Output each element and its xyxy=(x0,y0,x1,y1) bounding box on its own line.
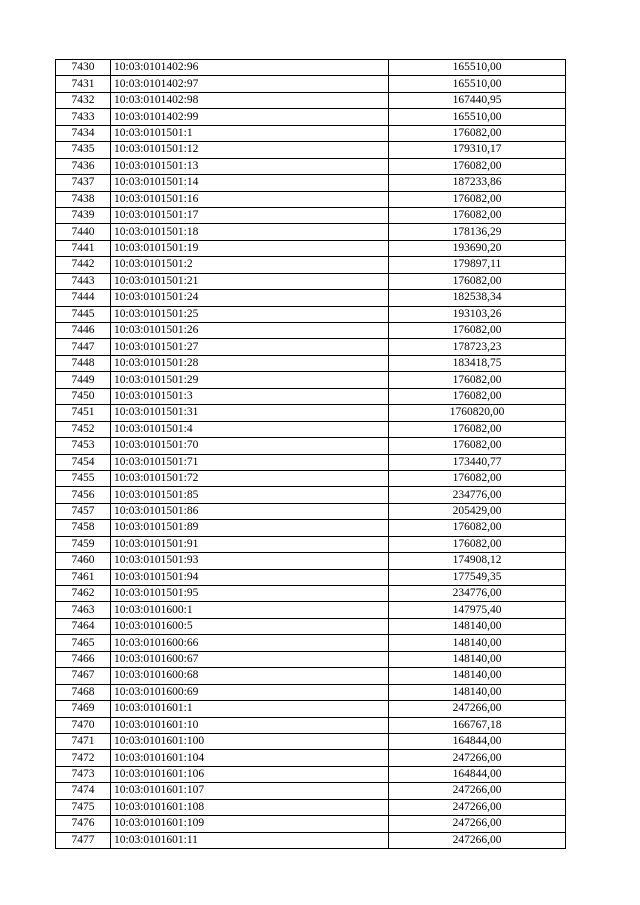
cadastral-value-cell: 164844,00 xyxy=(389,766,566,782)
cadastral-value-cell: 247266,00 xyxy=(389,750,566,766)
table-row xyxy=(56,290,566,306)
cadastral-value-cell: 165510,00 xyxy=(389,60,566,76)
table-row xyxy=(56,717,566,733)
cadastral-number-cell: 10:03:0101501:12 xyxy=(111,142,389,158)
cadastral-value-cell: 148140,00 xyxy=(389,684,566,700)
cadastral-number-cell: 10:03:0101501:31 xyxy=(111,405,389,421)
row-number-cell: 7462 xyxy=(56,586,111,602)
cadastral-number-cell: 10:03:0101501:19 xyxy=(111,240,389,256)
cadastral-number-cell: 10:03:0101600:68 xyxy=(111,668,389,684)
cadastral-number-cell: 10:03:0101501:70 xyxy=(111,438,389,454)
cadastral-number-cell: 10:03:0101501:1 xyxy=(111,125,389,141)
cadastral-number-cell: 10:03:0101600:5 xyxy=(111,618,389,634)
table-row xyxy=(56,273,566,289)
row-number-cell: 7430 xyxy=(56,60,111,76)
row-number-cell: 7451 xyxy=(56,405,111,421)
table-row xyxy=(56,438,566,454)
cadastral-value-cell: 176082,00 xyxy=(389,323,566,339)
row-number-cell: 7474 xyxy=(56,783,111,799)
row-number-cell: 7452 xyxy=(56,421,111,437)
cadastral-number-cell: 10:03:0101601:11 xyxy=(111,832,389,848)
cadastral-number-cell: 10:03:0101501:21 xyxy=(111,273,389,289)
table-row xyxy=(56,372,566,388)
row-number-cell: 7463 xyxy=(56,602,111,618)
cadastral-value-cell: 176082,00 xyxy=(389,125,566,141)
cadastral-value-cell: 247266,00 xyxy=(389,816,566,832)
table-row xyxy=(56,421,566,437)
row-number-cell: 7447 xyxy=(56,339,111,355)
cadastral-number-cell: 10:03:0101501:95 xyxy=(111,586,389,602)
table-row xyxy=(56,651,566,667)
cadastral-value-cell: 174908,12 xyxy=(389,553,566,569)
table-row xyxy=(56,602,566,618)
cadastral-number-cell: 10:03:0101501:2 xyxy=(111,257,389,273)
row-number-cell: 7454 xyxy=(56,454,111,470)
cadastral-value-cell: 234776,00 xyxy=(389,487,566,503)
table-row xyxy=(56,766,566,782)
row-number-cell: 7472 xyxy=(56,750,111,766)
table-row xyxy=(56,240,566,256)
row-number-cell: 7438 xyxy=(56,191,111,207)
table-row xyxy=(56,586,566,602)
row-number-cell: 7469 xyxy=(56,701,111,717)
table-row xyxy=(56,520,566,536)
row-number-cell: 7473 xyxy=(56,766,111,782)
row-number-cell: 7431 xyxy=(56,76,111,92)
cadastral-number-cell: 10:03:0101501:4 xyxy=(111,421,389,437)
cadastral-number-cell: 10:03:0101601:100 xyxy=(111,733,389,749)
table-row xyxy=(56,503,566,519)
cadastral-number-cell: 10:03:0101601:104 xyxy=(111,750,389,766)
cadastral-number-cell: 10:03:0101501:28 xyxy=(111,355,389,371)
row-number-cell: 7453 xyxy=(56,438,111,454)
cadastral-number-cell: 10:03:0101501:24 xyxy=(111,290,389,306)
row-number-cell: 7456 xyxy=(56,487,111,503)
table-row xyxy=(56,306,566,322)
row-number-cell: 7450 xyxy=(56,388,111,404)
cadastral-number-cell: 10:03:0101601:109 xyxy=(111,816,389,832)
row-number-cell: 7470 xyxy=(56,717,111,733)
table-row xyxy=(56,832,566,848)
row-number-cell: 7467 xyxy=(56,668,111,684)
cadastral-number-cell: 10:03:0101600:1 xyxy=(111,602,389,618)
table-row xyxy=(56,224,566,240)
row-number-cell: 7433 xyxy=(56,109,111,125)
cadastral-number-cell: 10:03:0101501:91 xyxy=(111,536,389,552)
cadastral-value-cell: 176082,00 xyxy=(389,536,566,552)
row-number-cell: 7446 xyxy=(56,323,111,339)
table-row xyxy=(56,750,566,766)
table-row xyxy=(56,733,566,749)
cadastral-value-cell: 165510,00 xyxy=(389,109,566,125)
row-number-cell: 7437 xyxy=(56,175,111,191)
row-number-cell: 7464 xyxy=(56,618,111,634)
cadastral-value-cell: 165510,00 xyxy=(389,76,566,92)
cadastral-value-cell: 148140,00 xyxy=(389,651,566,667)
row-number-cell: 7444 xyxy=(56,290,111,306)
cadastral-number-cell: 10:03:0101402:97 xyxy=(111,76,389,92)
table-row xyxy=(56,470,566,486)
cadastral-value-cell: 166767,18 xyxy=(389,717,566,733)
cadastral-number-cell: 10:03:0101501:18 xyxy=(111,224,389,240)
cadastral-value-cell: 247266,00 xyxy=(389,783,566,799)
row-number-cell: 7436 xyxy=(56,158,111,174)
cadastral-number-cell: 10:03:0101600:67 xyxy=(111,651,389,667)
row-number-cell: 7459 xyxy=(56,536,111,552)
row-number-cell: 7441 xyxy=(56,240,111,256)
row-number-cell: 7442 xyxy=(56,257,111,273)
cadastral-value-cell: 176082,00 xyxy=(389,388,566,404)
table-row xyxy=(56,191,566,207)
cadastral-value-cell: 1760820,00 xyxy=(389,405,566,421)
table-row xyxy=(56,175,566,191)
table-row xyxy=(56,405,566,421)
table-row xyxy=(56,783,566,799)
row-number-cell: 7455 xyxy=(56,470,111,486)
table-row xyxy=(56,635,566,651)
table-row xyxy=(56,701,566,717)
cadastral-number-cell: 10:03:0101501:17 xyxy=(111,207,389,223)
cadastral-value-cell: 176082,00 xyxy=(389,372,566,388)
row-number-cell: 7435 xyxy=(56,142,111,158)
table-row xyxy=(56,454,566,470)
cadastral-value-cell: 178136,29 xyxy=(389,224,566,240)
table-row xyxy=(56,553,566,569)
row-number-cell: 7460 xyxy=(56,553,111,569)
cadastral-number-cell: 10:03:0101501:89 xyxy=(111,520,389,536)
cadastral-number-cell: 10:03:0101402:98 xyxy=(111,92,389,108)
row-number-cell: 7443 xyxy=(56,273,111,289)
table-row xyxy=(56,142,566,158)
table-row xyxy=(56,339,566,355)
cadastral-number-cell: 10:03:0101501:93 xyxy=(111,553,389,569)
row-number-cell: 7434 xyxy=(56,125,111,141)
cadastral-number-cell: 10:03:0101600:69 xyxy=(111,684,389,700)
cadastral-value-cell: 247266,00 xyxy=(389,799,566,815)
row-number-cell: 7468 xyxy=(56,684,111,700)
cadastral-value-cell: 148140,00 xyxy=(389,668,566,684)
cadastral-value-cell: 179897,11 xyxy=(389,257,566,273)
cadastral-value-cell: 176082,00 xyxy=(389,158,566,174)
cadastral-number-cell: 10:03:0101601:108 xyxy=(111,799,389,815)
cadastral-value-cell: 173440,77 xyxy=(389,454,566,470)
table-row xyxy=(56,207,566,223)
table-row xyxy=(56,125,566,141)
table-row xyxy=(56,257,566,273)
cadastral-number-cell: 10:03:0101501:13 xyxy=(111,158,389,174)
cadastral-value-cell: 247266,00 xyxy=(389,832,566,848)
cadastral-value-cell: 148140,00 xyxy=(389,635,566,651)
table-row xyxy=(56,109,566,125)
cadastral-number-cell: 10:03:0101501:72 xyxy=(111,470,389,486)
row-number-cell: 7432 xyxy=(56,92,111,108)
row-number-cell: 7448 xyxy=(56,355,111,371)
cadastral-value-cell: 176082,00 xyxy=(389,207,566,223)
cadastral-number-cell: 10:03:0101501:3 xyxy=(111,388,389,404)
cadastral-number-cell: 10:03:0101501:25 xyxy=(111,306,389,322)
cadastral-value-cell: 182538,34 xyxy=(389,290,566,306)
table-row xyxy=(56,816,566,832)
table-row xyxy=(56,569,566,585)
table-row xyxy=(56,536,566,552)
cadastral-value-cell: 167440,95 xyxy=(389,92,566,108)
cadastral-number-cell: 10:03:0101501:86 xyxy=(111,503,389,519)
cadastral-value-table xyxy=(55,59,566,849)
cadastral-value-cell: 179310,17 xyxy=(389,142,566,158)
cadastral-value-cell: 176082,00 xyxy=(389,520,566,536)
cadastral-number-cell: 10:03:0101501:71 xyxy=(111,454,389,470)
cadastral-value-cell: 193103,26 xyxy=(389,306,566,322)
row-number-cell: 7449 xyxy=(56,372,111,388)
row-number-cell: 7458 xyxy=(56,520,111,536)
cadastral-value-cell: 205429,00 xyxy=(389,503,566,519)
cadastral-number-cell: 10:03:0101501:27 xyxy=(111,339,389,355)
cadastral-value-cell: 176082,00 xyxy=(389,421,566,437)
row-number-cell: 7466 xyxy=(56,651,111,667)
row-number-cell: 7439 xyxy=(56,207,111,223)
cadastral-number-cell: 10:03:0101402:99 xyxy=(111,109,389,125)
row-number-cell: 7457 xyxy=(56,503,111,519)
cadastral-number-cell: 10:03:0101601:106 xyxy=(111,766,389,782)
cadastral-number-cell: 10:03:0101501:14 xyxy=(111,175,389,191)
table-row xyxy=(56,92,566,108)
cadastral-number-cell: 10:03:0101501:29 xyxy=(111,372,389,388)
table-body xyxy=(56,60,566,849)
cadastral-number-cell: 10:03:0101601:10 xyxy=(111,717,389,733)
cadastral-value-cell: 193690,20 xyxy=(389,240,566,256)
cadastral-number-cell: 10:03:0101600:66 xyxy=(111,635,389,651)
table-row xyxy=(56,668,566,684)
cadastral-number-cell: 10:03:0101601:107 xyxy=(111,783,389,799)
cadastral-value-cell: 176082,00 xyxy=(389,470,566,486)
table-row xyxy=(56,323,566,339)
table-row xyxy=(56,487,566,503)
row-number-cell: 7477 xyxy=(56,832,111,848)
row-number-cell: 7475 xyxy=(56,799,111,815)
table-row xyxy=(56,799,566,815)
table-row xyxy=(56,355,566,371)
table-row xyxy=(56,684,566,700)
row-number-cell: 7461 xyxy=(56,569,111,585)
cadastral-value-cell: 177549,35 xyxy=(389,569,566,585)
table-row xyxy=(56,76,566,92)
cadastral-value-cell: 247266,00 xyxy=(389,701,566,717)
row-number-cell: 7465 xyxy=(56,635,111,651)
row-number-cell: 7471 xyxy=(56,733,111,749)
table-row xyxy=(56,158,566,174)
cadastral-number-cell: 10:03:0101501:94 xyxy=(111,569,389,585)
cadastral-value-cell: 176082,00 xyxy=(389,438,566,454)
row-number-cell: 7445 xyxy=(56,306,111,322)
cadastral-number-cell: 10:03:0101501:85 xyxy=(111,487,389,503)
cadastral-number-cell: 10:03:0101402:96 xyxy=(111,60,389,76)
row-number-cell: 7440 xyxy=(56,224,111,240)
cadastral-value-cell: 178723,23 xyxy=(389,339,566,355)
cadastral-value-cell: 148140,00 xyxy=(389,618,566,634)
cadastral-value-cell: 176082,00 xyxy=(389,191,566,207)
cadastral-number-cell: 10:03:0101501:16 xyxy=(111,191,389,207)
cadastral-number-cell: 10:03:0101601:1 xyxy=(111,701,389,717)
table-row xyxy=(56,388,566,404)
table-row xyxy=(56,60,566,76)
cadastral-value-cell: 176082,00 xyxy=(389,273,566,289)
cadastral-value-cell: 183418,75 xyxy=(389,355,566,371)
table-row xyxy=(56,618,566,634)
cadastral-value-cell: 164844,00 xyxy=(389,733,566,749)
cadastral-value-cell: 234776,00 xyxy=(389,586,566,602)
row-number-cell: 7476 xyxy=(56,816,111,832)
cadastral-value-cell: 187233,86 xyxy=(389,175,566,191)
cadastral-value-cell: 147975,40 xyxy=(389,602,566,618)
cadastral-number-cell: 10:03:0101501:26 xyxy=(111,323,389,339)
